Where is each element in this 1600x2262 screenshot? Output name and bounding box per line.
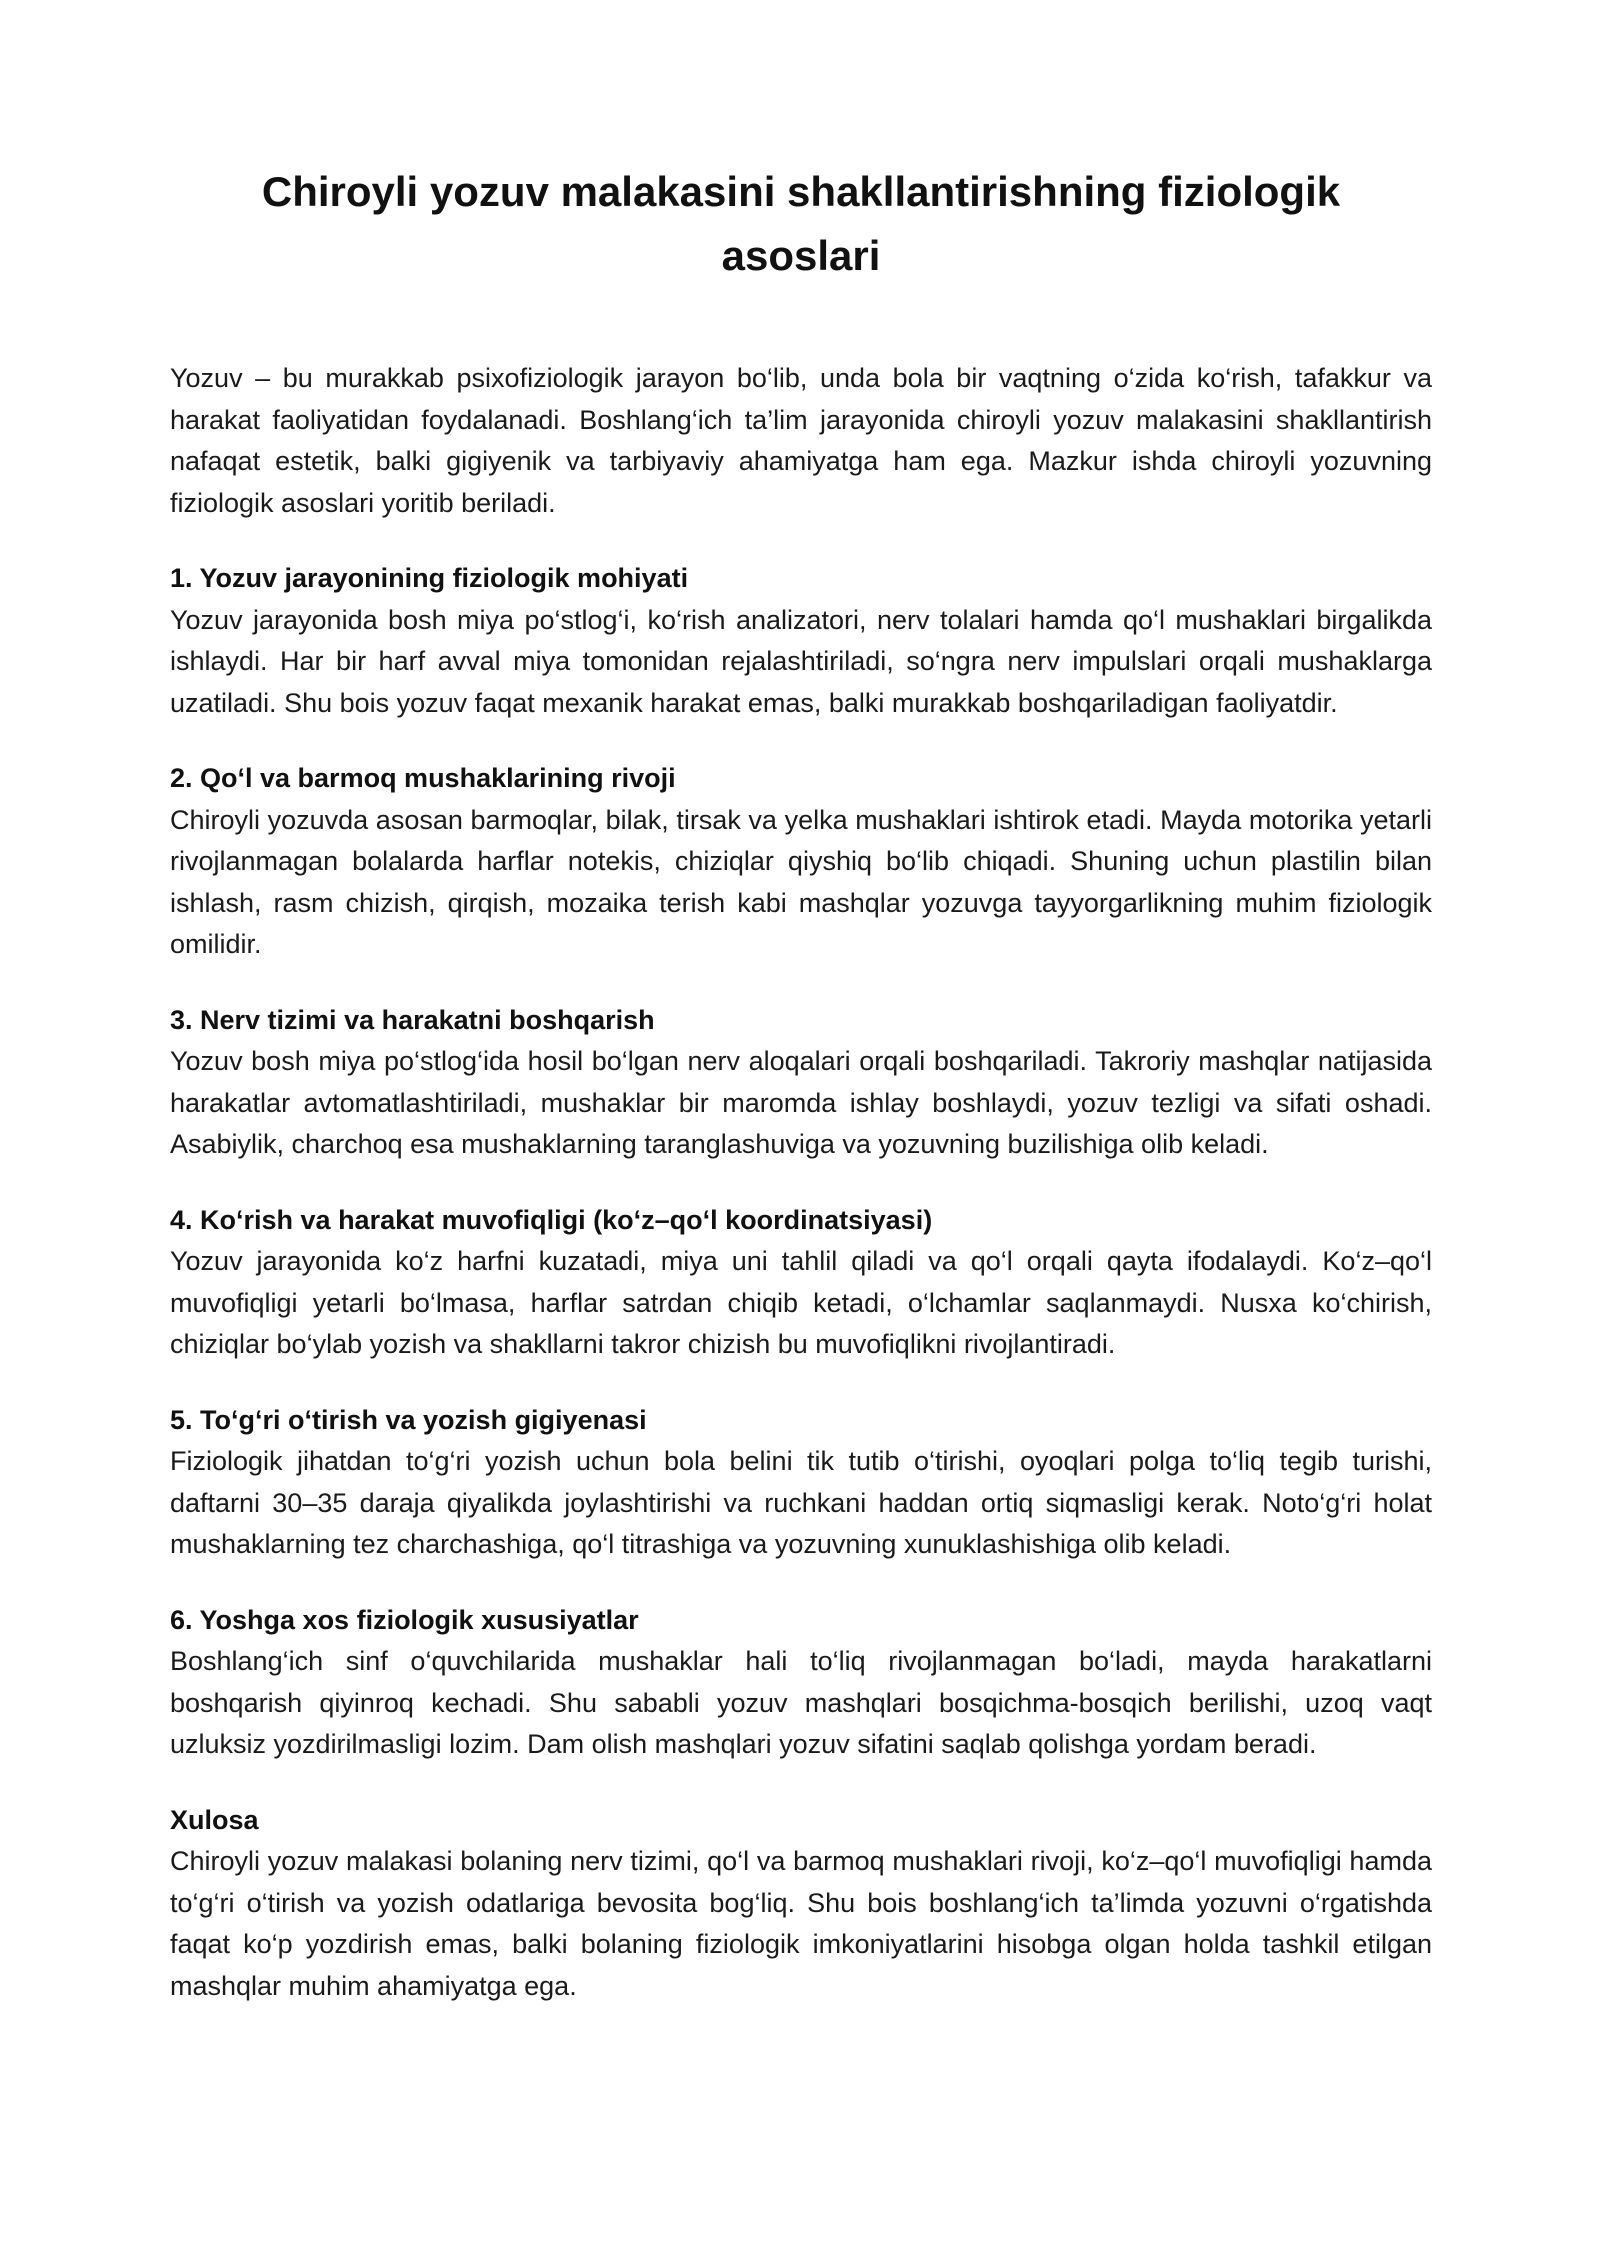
conclusion-heading: Xulosa (170, 1804, 259, 1835)
conclusion-text: Chiroyli yozuv malakasi bolaning nerv tizimi, qo‘l va barmoq mushaklari rivoji, ko‘z–qo‘l muvofiqligi hamda to‘g‘ri o‘tirish va yozish odatlariga bevosita bog‘liq. Shu bois boshlang‘ich ta’limda yozuvni o‘rgatishda faqat ko‘p yozdirish emas, balki bolaning fiziologik imkoniyatlarini hisobga olgan holda tashkil etilgan mashqlar muhim ahamiyatga ega. (170, 1846, 1432, 2001)
section-text: Boshlang‘ich sinf o‘quvchilarida mushaklar hali to‘liq rivojlanmagan bo‘ladi, mayda harakatlarni boshqarish qiyinroq kechadi. Shu sababli yozuv mashqlari bosqichma-bosqich berilishi, uzoq vaqt uzluksiz yozdirilmasligi lozim. Dam olish mashqlari yozuv sifatini saqlab qolishga yordam beradi. (170, 1646, 1432, 1759)
section-text: Chiroyli yozuvda asosan barmoqlar, bilak, tirsak va yelka mushaklari ishtirok etadi. Mayda motorika yetarli rivojlanmagan bolalarda harflar notekis, chiziqlar qiyshiq bo‘lib chiqadi. Shuning uchun plastilin bilan ishlash, rasm chizish, qirqish, mozaika terish kabi mashqlar yozuvga tayyorgarlikning muhim fiziologik omilidir. (170, 804, 1432, 959)
section-5 (170, 1400, 1432, 1566)
section-heading: 5. To‘g‘ri o‘tirish va yozish gigiyenasi (170, 1404, 647, 1435)
section-heading: 2. Qo‘l va barmoq mushaklarining rivoji (170, 763, 676, 793)
document-title: Chiroyli yozuv malakasini shakllantirishning fiziologik asoslari (261, 168, 1341, 279)
section-heading: 4. Ko‘rish va harakat muvofiqligi (ko‘z–qo‘l koordinatsiyasi) (170, 1204, 933, 1235)
section-text: Fiziologik jihatdan to‘g‘ri yozish uchun bola belini tik tutib o‘tirishi, oyoqlari polga to‘liq tegib turishi, daftarni 30–35 daraja qiyalikda joylashtirishi va ruchkani haddan ortiq siqmasligi kerak. Noto‘g‘ri holat mushaklarning tez charchashiga, qo‘l titrashiga va yozuvning xunuklashishiga olib keladi. (170, 1446, 1432, 1559)
document-page (170, 160, 1432, 2007)
section-conclusion (170, 1800, 1432, 2008)
section-heading: 3. Nerv tizimi va harakatni boshqarish (170, 1004, 655, 1035)
section-6 (170, 1600, 1432, 1766)
intro-paragraph-block (170, 358, 1432, 524)
section-heading: 1. Yozuv jarayonining fiziologik mohiyati (170, 563, 689, 593)
section-3 (170, 1000, 1432, 1166)
section-text: Yozuv jarayonida bosh miya po‘stlog‘i, ko‘rish analizatori, nerv tolalari hamda qo‘l mushaklari birgalikda ishlaydi. Har bir harf avval miya tomonidan rejalashtiriladi, so‘ngra nerv impulslari orqali mushaklarga uzatiladi. Shu bois yozuv faqat mexanik harakat emas, balki murakkab boshqariladigan faoliyatdir. (170, 604, 1432, 718)
section-4 (170, 1200, 1432, 1366)
section-text: Yozuv bosh miya po‘stlog‘ida hosil bo‘lgan nerv aloqalari orqali boshqariladi. Takroriy mashqlar natijasida harakatlar avtomatlashtiriladi, mushaklar bir maromda ishlay boshlaydi, yozuv tezligi va sifati oshadi. Asabiylik, charchoq esa mushaklarning taranglashuviga va yozuvning buzilishiga olib keladi. (170, 1046, 1432, 1159)
section-text: Yozuv jarayonida ko‘z harfni kuzatadi, miya uni tahlil qiladi va qo‘l orqali qayta ifodalaydi. Ko‘z–qo‘l muvofiqligi yetarli bo‘lmasa, harflar satrdan chiqib ketadi, o‘lchamlar saqlanmaydi. Nusxa ko‘chirish, chiziqlar bo‘ylab yozish va shakllarni takror chizish bu muvofiqlikni rivojlantiradi. (170, 1246, 1432, 1359)
section-2 (170, 758, 1432, 966)
section-1 (170, 558, 1432, 724)
section-heading: 6. Yoshga xos fiziologik xususiyatlar (170, 1604, 639, 1635)
intro-paragraph: Yozuv – bu murakkab psixofiziologik jarayon bo‘lib, unda bola bir vaqtning o‘zida ko‘rish, tafakkur va harakat faoliyatidan foydalanadi. Boshlang‘ich ta’lim jarayonida chiroyli yozuv malakasini shakllantirish nafaqat estetik, balki gigiyenik va tarbiyaviy ahamiyatga ham ega. Mazkur ishda chiroyli yozuvning fiziologik asoslari yoritib beriladi. (170, 363, 1432, 518)
